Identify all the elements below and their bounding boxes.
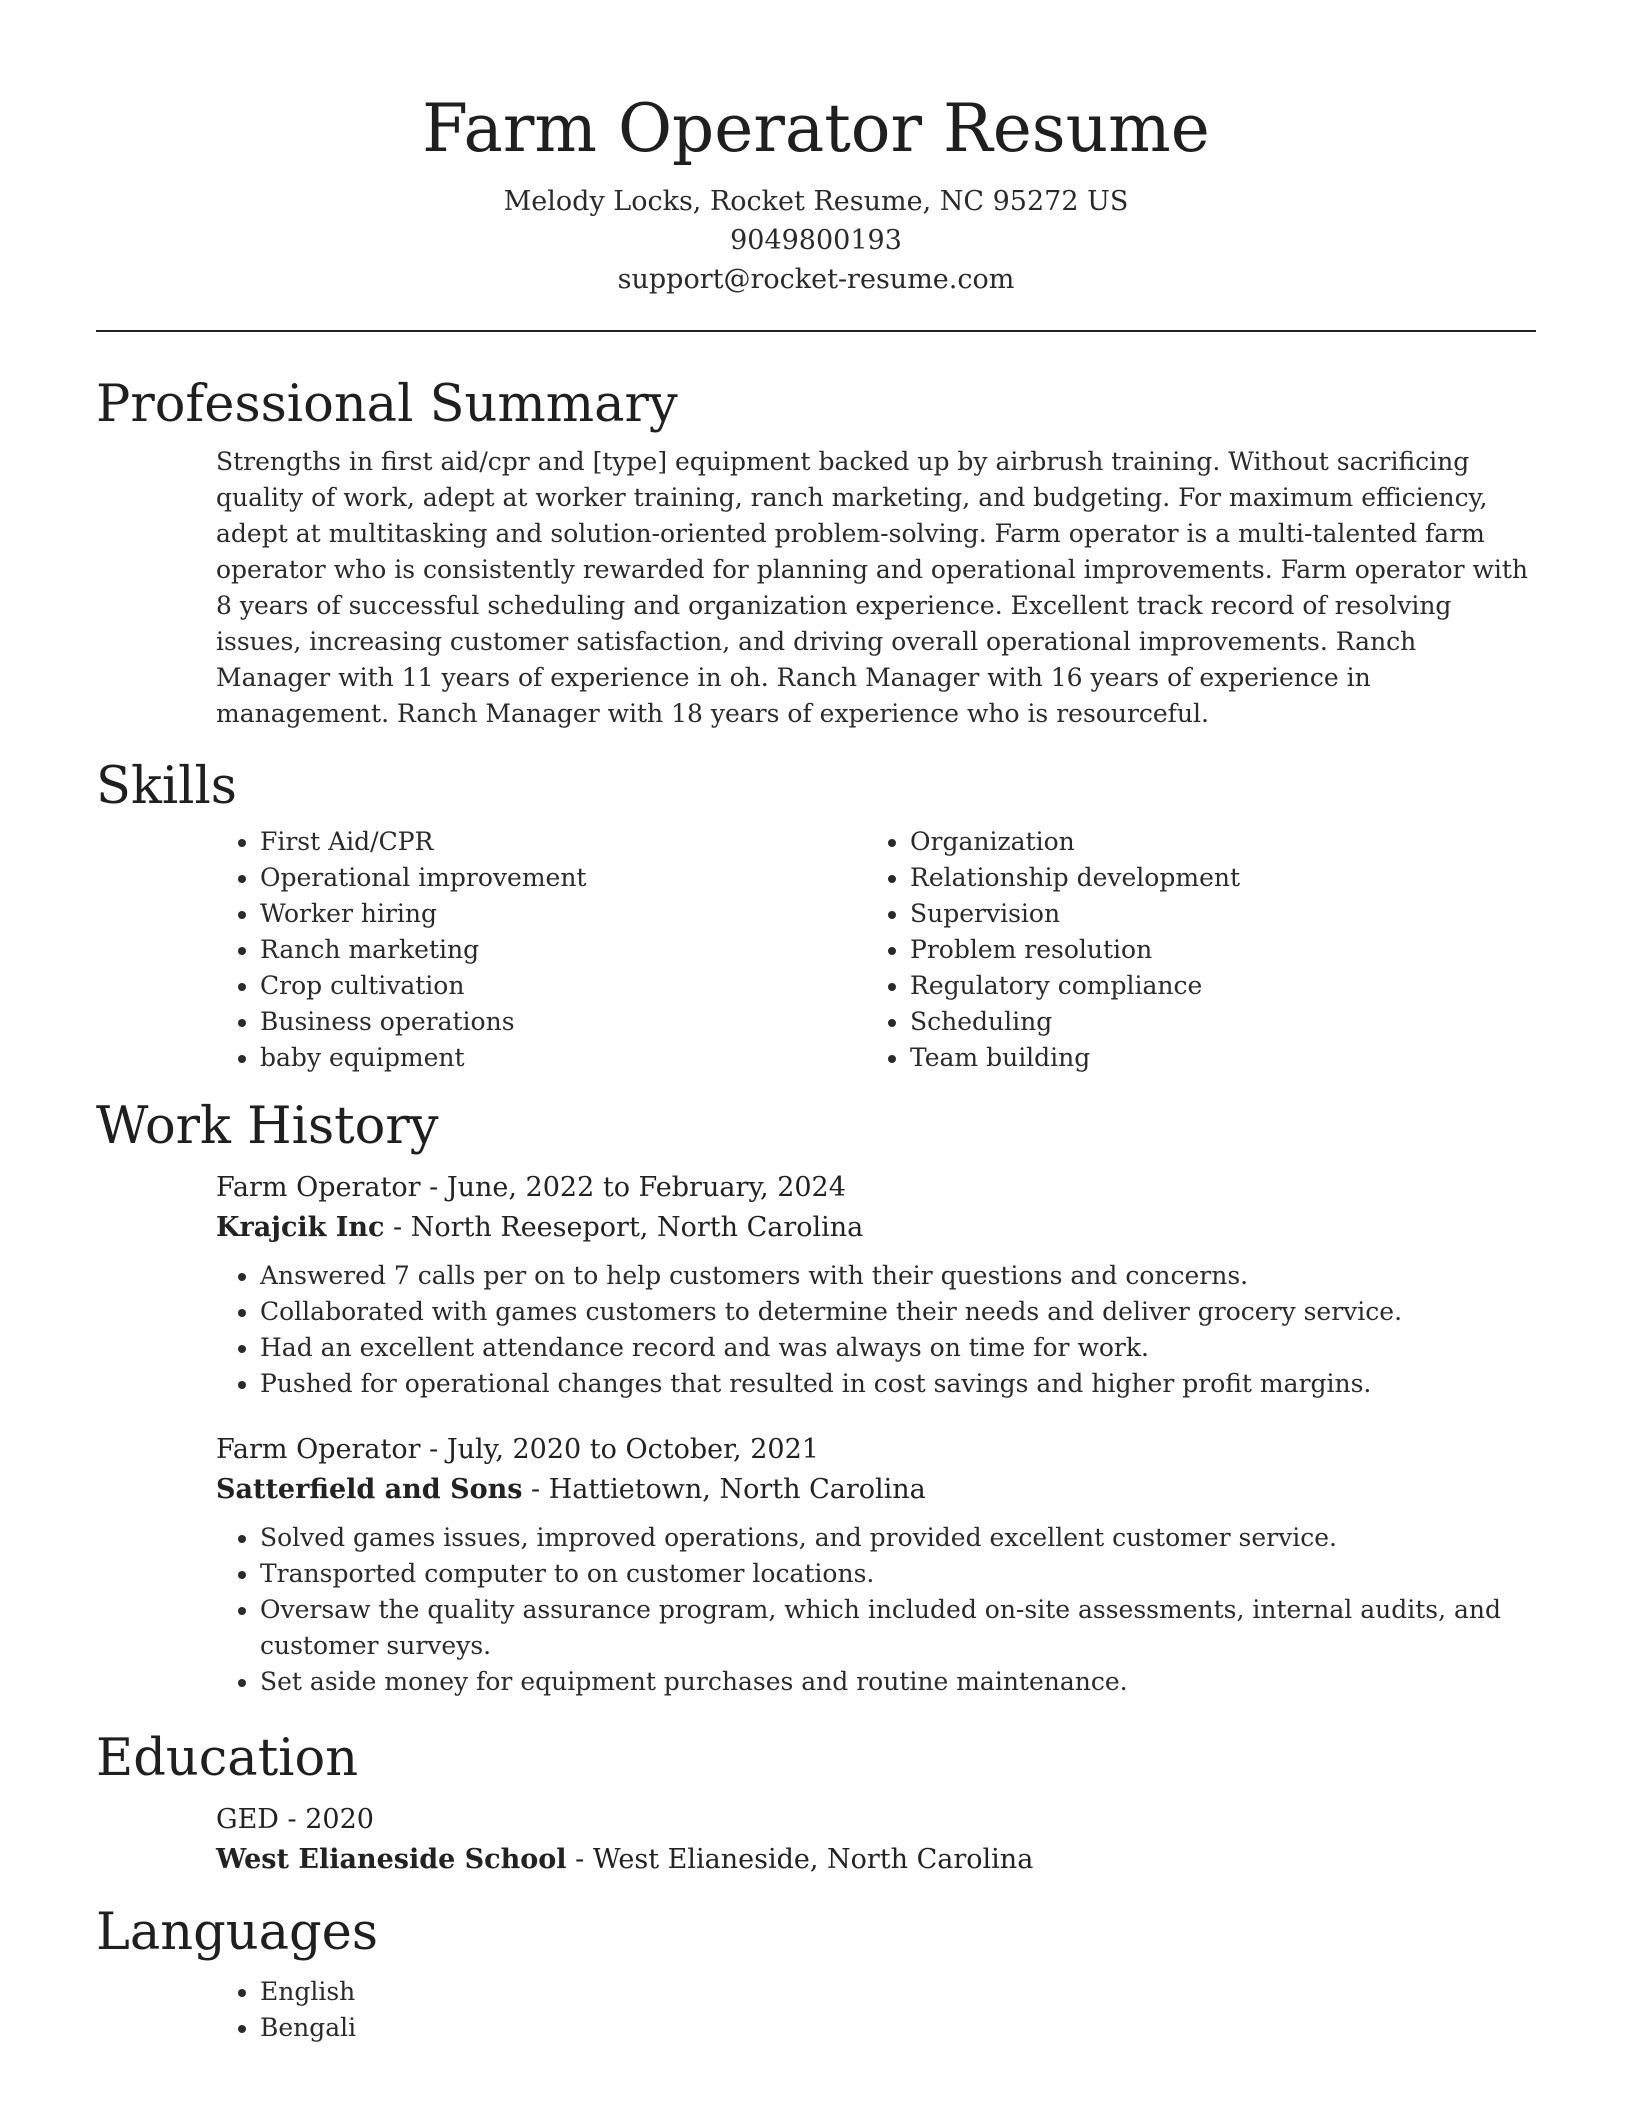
resume-page <box>96 0 1536 2112</box>
education-degree: GED <box>216 1804 279 1835</box>
summary-text: Strengths in first aid/cpr and [type] equipment backed up by airbrush training. Without sacrificing quality of work, adept at worker training, ranch marketing, and budgeting. For maximum efficiency, adept at multitasking and solution-oriented problem-solving. Farm operator is a multi-talented farm operator who is consistently rewarded for planning and operational improvements. Farm operator with 8 years of successful scheduling and organization experience. Excellent track record of resolving issues, increasing customer satisfaction, and driving overall operational improvements. Ranch Manager with 11 years of experience in oh. Ranch Manager with 16 years of experience in management. Ranch Manager with 18 years of experience who is resourceful. <box>216 447 1529 728</box>
skill-item: • Relationship development <box>910 860 1516 896</box>
skills-section <box>96 756 1536 1076</box>
skill-item: • Problem resolution <box>910 932 1516 968</box>
skill-item: • Supervision <box>910 896 1516 932</box>
skills-columns <box>96 824 1536 1076</box>
education-degree-line <box>216 1800 1536 1840</box>
skills-column-left <box>216 824 866 1076</box>
separator: - <box>278 1804 306 1835</box>
job-location: Hattietown, North Carolina <box>548 1474 926 1505</box>
skill-item: • First Aid/CPR <box>260 824 866 860</box>
job-bullet: • Collaborated with games customers to determine their needs and deliver grocery service. <box>260 1294 1536 1330</box>
job-dates: July, 2020 to October, 2021 <box>446 1434 819 1465</box>
separator: - <box>420 1172 447 1203</box>
education-school-line <box>216 1840 1536 1880</box>
skill-item: • Organization <box>910 824 1516 860</box>
skill-item: • Regulatory compliance <box>910 968 1516 1004</box>
skill-item: • Ranch marketing <box>260 932 866 968</box>
job-title: Farm Operator <box>216 1172 421 1203</box>
skill-item: • Scheduling <box>910 1004 1516 1040</box>
job-title-line <box>216 1430 1536 1470</box>
education-section <box>96 1728 1536 1880</box>
education-school: West Elianeside School <box>216 1844 567 1875</box>
contact-phone: 9049800193 <box>730 225 902 256</box>
skill-item: • Business operations <box>260 1004 866 1040</box>
contact-email: support@rocket-resume.com <box>617 264 1015 295</box>
job-company: Krajcik Inc <box>216 1212 385 1243</box>
job-bullets <box>216 1258 1536 1402</box>
header-divider <box>96 330 1536 332</box>
job-company: Satterfield and Sons <box>216 1474 523 1505</box>
job-company-line <box>216 1208 1536 1248</box>
job-dates: June, 2022 to February, 2024 <box>446 1172 846 1203</box>
job-bullet: • Answered 7 calls per on to help customers with their questions and concerns. <box>260 1258 1536 1294</box>
job-bullet: • Pushed for operational changes that resulted in cost savings and higher profit margins. <box>260 1366 1536 1402</box>
job-entry <box>96 1168 1536 1402</box>
contact-address: Melody Locks, Rocket Resume, NC 95272 US <box>503 186 1129 217</box>
job-bullet: • Set aside money for equipment purchases and routine maintenance. <box>260 1664 1536 1700</box>
skill-item: • Crop cultivation <box>260 968 866 1004</box>
skill-item: • Team building <box>910 1040 1516 1076</box>
resume-title: Farm Operator Resume <box>422 90 1210 167</box>
job-bullet: • Had an excellent attendance record and was always on time for work. <box>260 1330 1536 1366</box>
summary-section <box>96 374 1536 732</box>
job-title-line <box>216 1168 1536 1208</box>
skills-column-right <box>866 824 1516 1076</box>
separator: - <box>522 1474 549 1505</box>
job-bullets <box>216 1520 1536 1700</box>
resume-header <box>96 0 1536 299</box>
work-history-section <box>96 1096 1536 1700</box>
skill-item: • baby equipment <box>260 1040 866 1076</box>
languages-heading: Languages <box>96 1903 379 1962</box>
separator: - <box>420 1434 447 1465</box>
education-heading: Education <box>96 1729 359 1788</box>
summary-heading: Professional Summary <box>96 375 678 434</box>
education-location: West Elianeside, North Carolina <box>592 1844 1034 1875</box>
language-item: • Bengali <box>260 2010 1536 2046</box>
languages-section <box>96 1902 1536 2046</box>
skills-heading: Skills <box>96 757 237 816</box>
job-bullet: • Transported computer to on customer locations. <box>260 1556 1536 1592</box>
job-bullet: • Solved games issues, improved operations, and provided excellent customer service. <box>260 1520 1536 1556</box>
separator: - <box>566 1844 593 1875</box>
skill-item: • Worker hiring <box>260 896 866 932</box>
contact-block <box>96 182 1536 299</box>
education-year: 2020 <box>305 1804 374 1835</box>
skill-item: • Operational improvement <box>260 860 866 896</box>
education-entry <box>96 1800 1536 1880</box>
language-item: • English <box>260 1974 1536 2010</box>
job-company-line <box>216 1470 1536 1510</box>
job-entry <box>96 1430 1536 1700</box>
separator: - <box>384 1212 411 1243</box>
work-history-heading: Work History <box>96 1097 439 1156</box>
languages-list <box>96 1974 1536 2046</box>
job-title: Farm Operator <box>216 1434 421 1465</box>
job-location: North Reeseport, North Carolina <box>410 1212 864 1243</box>
job-bullet: • Oversaw the quality assurance program, which included on-site assessments, internal audits, and customer surveys. <box>260 1592 1536 1664</box>
